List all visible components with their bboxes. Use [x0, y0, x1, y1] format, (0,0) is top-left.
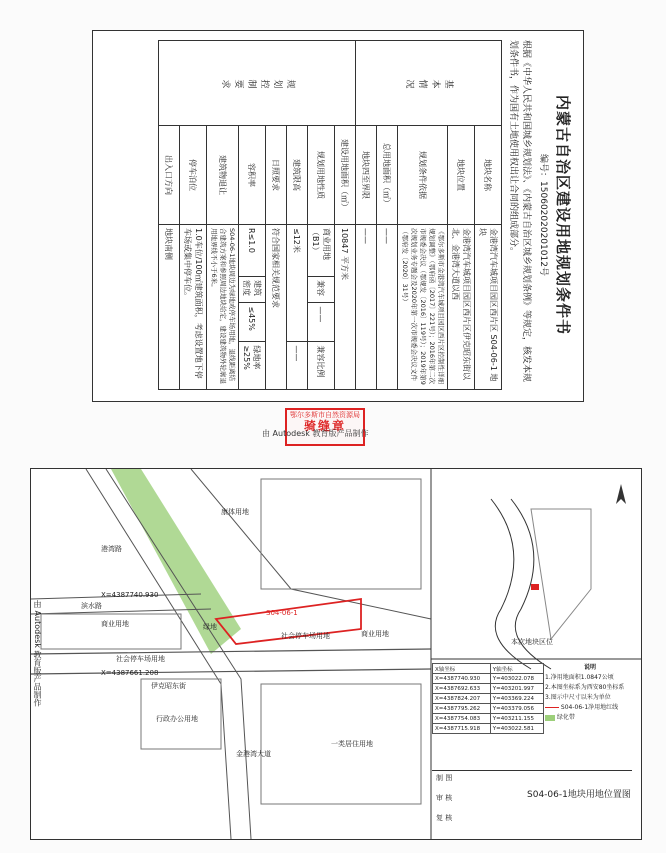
entry-label: 出入口方向: [159, 126, 180, 225]
coord-row: [433, 724, 544, 734]
review-label: 复 核: [436, 814, 453, 822]
road-line-6: [31, 609, 211, 614]
signature-block: [432, 770, 632, 835]
road-line-2: [31, 669, 431, 674]
note-2: 2.本图坐标系为西安80坐标系: [545, 684, 625, 691]
boundary-value: ——: [356, 225, 377, 390]
note-1: 1.净用地面积1.0847公顷: [545, 674, 614, 681]
condition-table: [158, 40, 502, 390]
inset-marker: [531, 584, 539, 590]
density-value: ≤45%: [239, 303, 266, 342]
label-park: 康体用地: [221, 508, 249, 516]
height-value: ≤12米: [287, 225, 308, 342]
coord-y: Y=403379.056: [490, 704, 543, 714]
land-nature-value: 商业用地（B1）: [308, 225, 335, 277]
autodesk-watermark-side: 由 Autodesk 教育版产品制作: [33, 600, 42, 707]
label-road-avenue: 金港湾大道: [236, 750, 271, 758]
coord-row: [433, 714, 544, 724]
coord-x: X=4387824.207: [433, 694, 491, 704]
label-social-parking-1: 社会停车场用地: [281, 632, 330, 640]
document-number: 编号：150602020201012号: [538, 154, 548, 276]
label-office: 行政办公用地: [156, 715, 198, 723]
rotated-document-content: [92, 30, 582, 400]
label-road-north: 港湾路: [101, 545, 122, 553]
coord-y: Y=403211.155: [490, 714, 543, 724]
compat-ratio-label: 兼容比例: [308, 342, 335, 390]
stamp-line2: 骑缝章: [303, 419, 346, 433]
coord-top-1: X=4387740.930: [101, 591, 159, 599]
coord-y: Y=403201.997: [490, 684, 543, 694]
coord-bot-1: X=4387661.208: [101, 669, 159, 677]
coord-x: X=4387715.918: [433, 724, 491, 734]
block-park: [261, 479, 421, 589]
label-social-parking-2: 社会停车场用地: [116, 655, 165, 663]
inset-outline: [531, 509, 591, 639]
red-seal-stamp: [285, 408, 365, 446]
height-label: 建筑限高: [287, 126, 308, 225]
setback-label: 建筑物退让: [207, 126, 239, 225]
label-biz2: 商业用地: [101, 620, 129, 628]
compat-label: 兼容: [308, 277, 335, 303]
coord-y: Y=403369.224: [490, 694, 543, 704]
sunlight-label: 日照要求: [266, 126, 287, 225]
legend: [545, 663, 635, 723]
coord-row: [433, 694, 544, 704]
draw-label: 制 图: [436, 774, 453, 782]
green-swatch: [545, 715, 555, 721]
density-label: 建筑密度: [239, 277, 266, 303]
red-line-swatch: [545, 707, 559, 708]
map-title: S04-06-1地块用地位置图: [527, 790, 631, 800]
green-label: 绿地率: [252, 345, 261, 370]
compat-value: ——: [308, 303, 335, 342]
section-control: 规划控制要求: [159, 41, 356, 126]
coord-row: [433, 674, 544, 684]
far-value: R≤1.0: [239, 225, 266, 277]
plot-location-label: 地块位置: [448, 126, 475, 225]
inset-caption: 本次地块区位: [511, 638, 553, 646]
parking-label: 停车泊位: [180, 126, 207, 225]
document-intro: 根据《中华人民共和国城乡规划法》、《内蒙古自治区城乡规划条例》等规定，核发本规划条件书，作为国有土地使用权出让合同的组成部分。: [508, 40, 531, 383]
setback-value: S04-06-1地块周边为绿地或停车场用地，退线距离结合建筑方案和参照周边地块给定，建设建筑物外轮廓退用地界线不小于6米。: [207, 225, 239, 390]
coord-row: [433, 684, 544, 694]
coord-head-y: Y轴坐标: [490, 664, 543, 674]
plot-location-value: 金港湾汽车城项目园区西片区伊克昭东街以北、金港湾大道以西: [448, 225, 475, 390]
label-biz1: 商业用地: [361, 630, 389, 638]
legend-green-item: [545, 713, 635, 723]
coord-x: X=4387740.930: [433, 674, 491, 684]
coordinate-table: [432, 663, 544, 734]
green-value: ≥25%: [242, 345, 251, 370]
entry-value: 地块南侧: [159, 225, 180, 390]
coord-row: [433, 704, 544, 714]
basis-label: 规划条件依据: [398, 126, 448, 225]
coord-y: Y=403022.078: [490, 674, 543, 684]
coord-head-x: X轴坐标: [433, 664, 491, 674]
total-area-label: 总用地面积（㎡）: [377, 126, 398, 225]
basis-value: 《鄂尔多斯市金港湾汽车城项目园区西片区控制性详细规划调整》（鄂府函〔2017〕221号）；2016年第二次市规委会决议（鄂规发〔2016〕119号）；2019年第9次规划业务专题会及2020年第一次市规委会决议文件（鄂府发〔2020〕31号）: [398, 225, 448, 390]
legend-red-line-label: S04-06-1净用地红线: [560, 704, 619, 711]
label-residential: 一类居住用地: [331, 740, 373, 748]
document-title: 内蒙古自治区建设用地规划条件书: [554, 94, 572, 335]
autodesk-watermark-top: 由 Autodesk 教育版产品制作: [262, 429, 369, 438]
build-area-value: 10847 平方米: [335, 225, 356, 390]
section-basic: 基本情况: [356, 41, 502, 126]
note-3: 3.图示中尺寸以米为单位: [545, 694, 611, 701]
boundary-label: 地块四至界限: [356, 126, 377, 225]
compat-ratio-value: ——: [287, 342, 308, 390]
far-label: 容积率: [239, 126, 266, 225]
label-green: 绿地: [203, 623, 217, 631]
label-road-west: 滨水路: [81, 602, 102, 610]
stamp-line1: 鄂尔多斯市自然资源局: [290, 411, 360, 419]
plot-name-value: 金港湾汽车城项目园区西片区 S04-06-1 地块: [475, 225, 502, 390]
label-road-east: 伊克昭东街: [151, 682, 186, 690]
road-line-1: [31, 649, 431, 654]
green-ratio: [239, 342, 266, 390]
total-area-value: ——: [377, 225, 398, 390]
build-area-label: 建设用地面积（㎡）: [335, 126, 356, 225]
coord-x: X=4387754.083: [433, 714, 491, 724]
legend-red-line-item: [545, 703, 635, 713]
coord-x: X=4387795.262: [433, 704, 491, 714]
road-line-7: [191, 469, 431, 619]
legend-title: 说明: [583, 664, 596, 671]
check-label: 审 核: [436, 794, 453, 802]
land-nature-label: 规划用地性质: [308, 126, 335, 225]
plot-name-label: 地块名称: [475, 126, 502, 225]
coord-y: Y=403022.581: [490, 724, 543, 734]
parking-value: 1.0车位/100㎡建筑面积，考虑设置地下停车场或集中停车位。: [180, 225, 207, 390]
legend-green-label: 绿化带: [556, 714, 575, 721]
coord-x: X=4387692.633: [433, 684, 491, 694]
label-plot-id: S04-06-1: [266, 609, 298, 617]
north-arrow: [616, 484, 626, 504]
sunlight-value: 符合国家相关规范要求: [266, 225, 287, 390]
